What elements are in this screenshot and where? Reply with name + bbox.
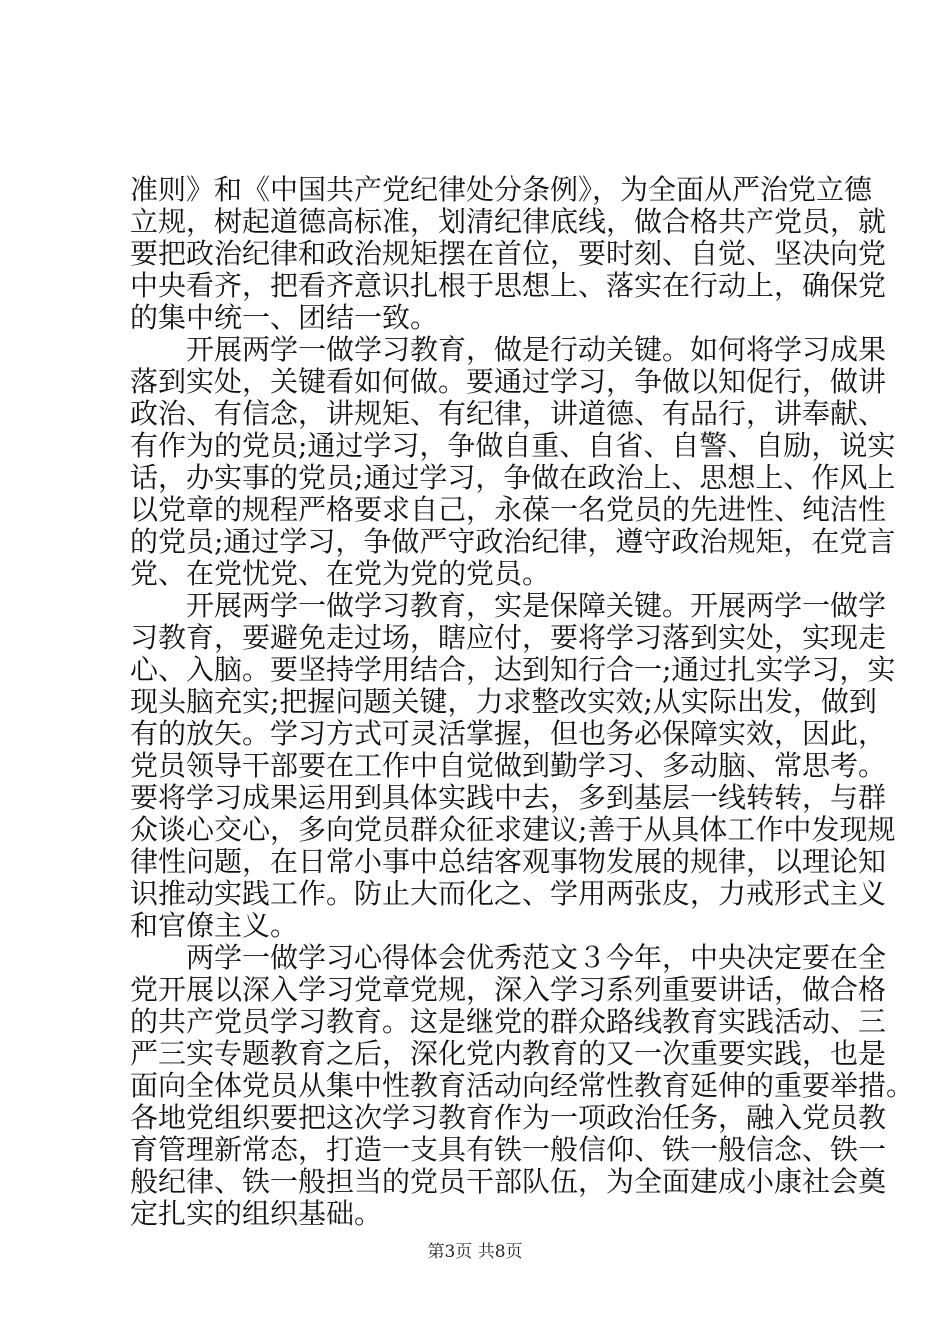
text-line: 各地党组织要把这次学习教育作为一项政治任务，融入党员教 (130, 1101, 887, 1134)
text-line: 党员领导干部要在工作中自觉做到勤学习、多动脑、常思考。 (130, 749, 887, 782)
text-line: 的共产党员学习教育。这是继党的群众路线教育实践活动、三 (130, 1005, 887, 1038)
text-line: 的党员;通过学习，争做严守政治纪律，遵守政治规矩，在党言 (130, 525, 896, 558)
text-line: 政治、有信念，讲规矩、有纪律，讲道德、有品行，讲奉献、 (130, 397, 887, 430)
text-line: 落到实处，关键看如何做。要通过学习，争做以知促行，做讲 (130, 365, 887, 398)
text-line: 律性问题，在日常小事中总结客观事物发展的规律，以理论知 (130, 845, 887, 878)
text-line: 育管理新常态，打造一支具有铁一般信仰、铁一般信念、铁一 (130, 1133, 887, 1166)
text-line: 要将学习成果运用到具体实践中去，多到基层一线转转，与群 (130, 781, 887, 814)
text-line: 中央看齐，把看齐意识扎根于思想上、落实在行动上，确保党 (130, 269, 887, 302)
text-line: 般纪律、铁一般担当的党员干部队伍，为全面建成小康社会奠 (130, 1165, 887, 1198)
text-line: 的集中统一、团结一致。 (130, 301, 439, 334)
text-line: 有的放矢。学习方式可灵活掌握，但也务必保障实效，因此， (130, 717, 887, 750)
text-line: 严三实专题教育之后，深化党内教育的又一次重要实践，也是 (130, 1037, 887, 1070)
text-line: 党开展以深入学习党章党规，深入学习系列重要讲话，做合格 (130, 973, 887, 1006)
text-line: 识推动实践工作。防止大而化之、学用两张皮，力戒形式主义 (130, 877, 887, 910)
text-line: 以党章的规程严格要求自己，永葆一名党员的先进性、纯洁性 (130, 493, 887, 526)
text-line: 现头脑充实;把握问题关键，力求整改实效;从实际出发，做到 (130, 685, 877, 718)
text-line: 众谈心交心，多向党员群众征求建议;善于从具体工作中发现规 (130, 813, 896, 846)
text-line: 习教育，要避免走过场，瞎应付，要将学习落到实处，实现走 (130, 621, 887, 654)
text-line: 要把政治纪律和政治规矩摆在首位，要时刻、自觉、坚决向党 (130, 237, 887, 270)
text-line: 准则》和《中国共产党纪律处分条例》，为全面从严治党立德 (130, 173, 873, 206)
text-line: 定扎实的组织基础。 (130, 1197, 383, 1230)
text-line: 心、入脑。要坚持学用结合，达到知行合一;通过扎实学习，实 (130, 653, 896, 686)
text-line: 党、在党忧党、在党为党的党员。 (130, 557, 551, 590)
text-line: 有作为的党员;通过学习，争做自重、自省、自警、自励，说实 (130, 429, 896, 462)
page-footer: 第3页 共8页 (427, 1242, 523, 1262)
text-line: 开展两学一做学习教育，实是保障关键。开展两学一做学 (130, 589, 887, 622)
text-line: 话，办实事的党员;通过学习，争做在政治上、思想上、作风上 (130, 461, 896, 494)
text-line: 立规，树起道德高标准，划清纪律底线，做合格共产党员，就 (130, 205, 887, 238)
text-line: 两学一做学习心得体会优秀范文３今年，中央决定要在全 (130, 941, 887, 974)
body-text (130, 173, 915, 1230)
text-line: 面向全体党员从集中性教育活动向经常性教育延伸的重要举措。 (130, 1069, 915, 1102)
text-line: 和官僚主义。 (130, 909, 299, 942)
text-line: 开展两学一做学习教育，做是行动关键。如何将学习成果 (130, 333, 887, 366)
